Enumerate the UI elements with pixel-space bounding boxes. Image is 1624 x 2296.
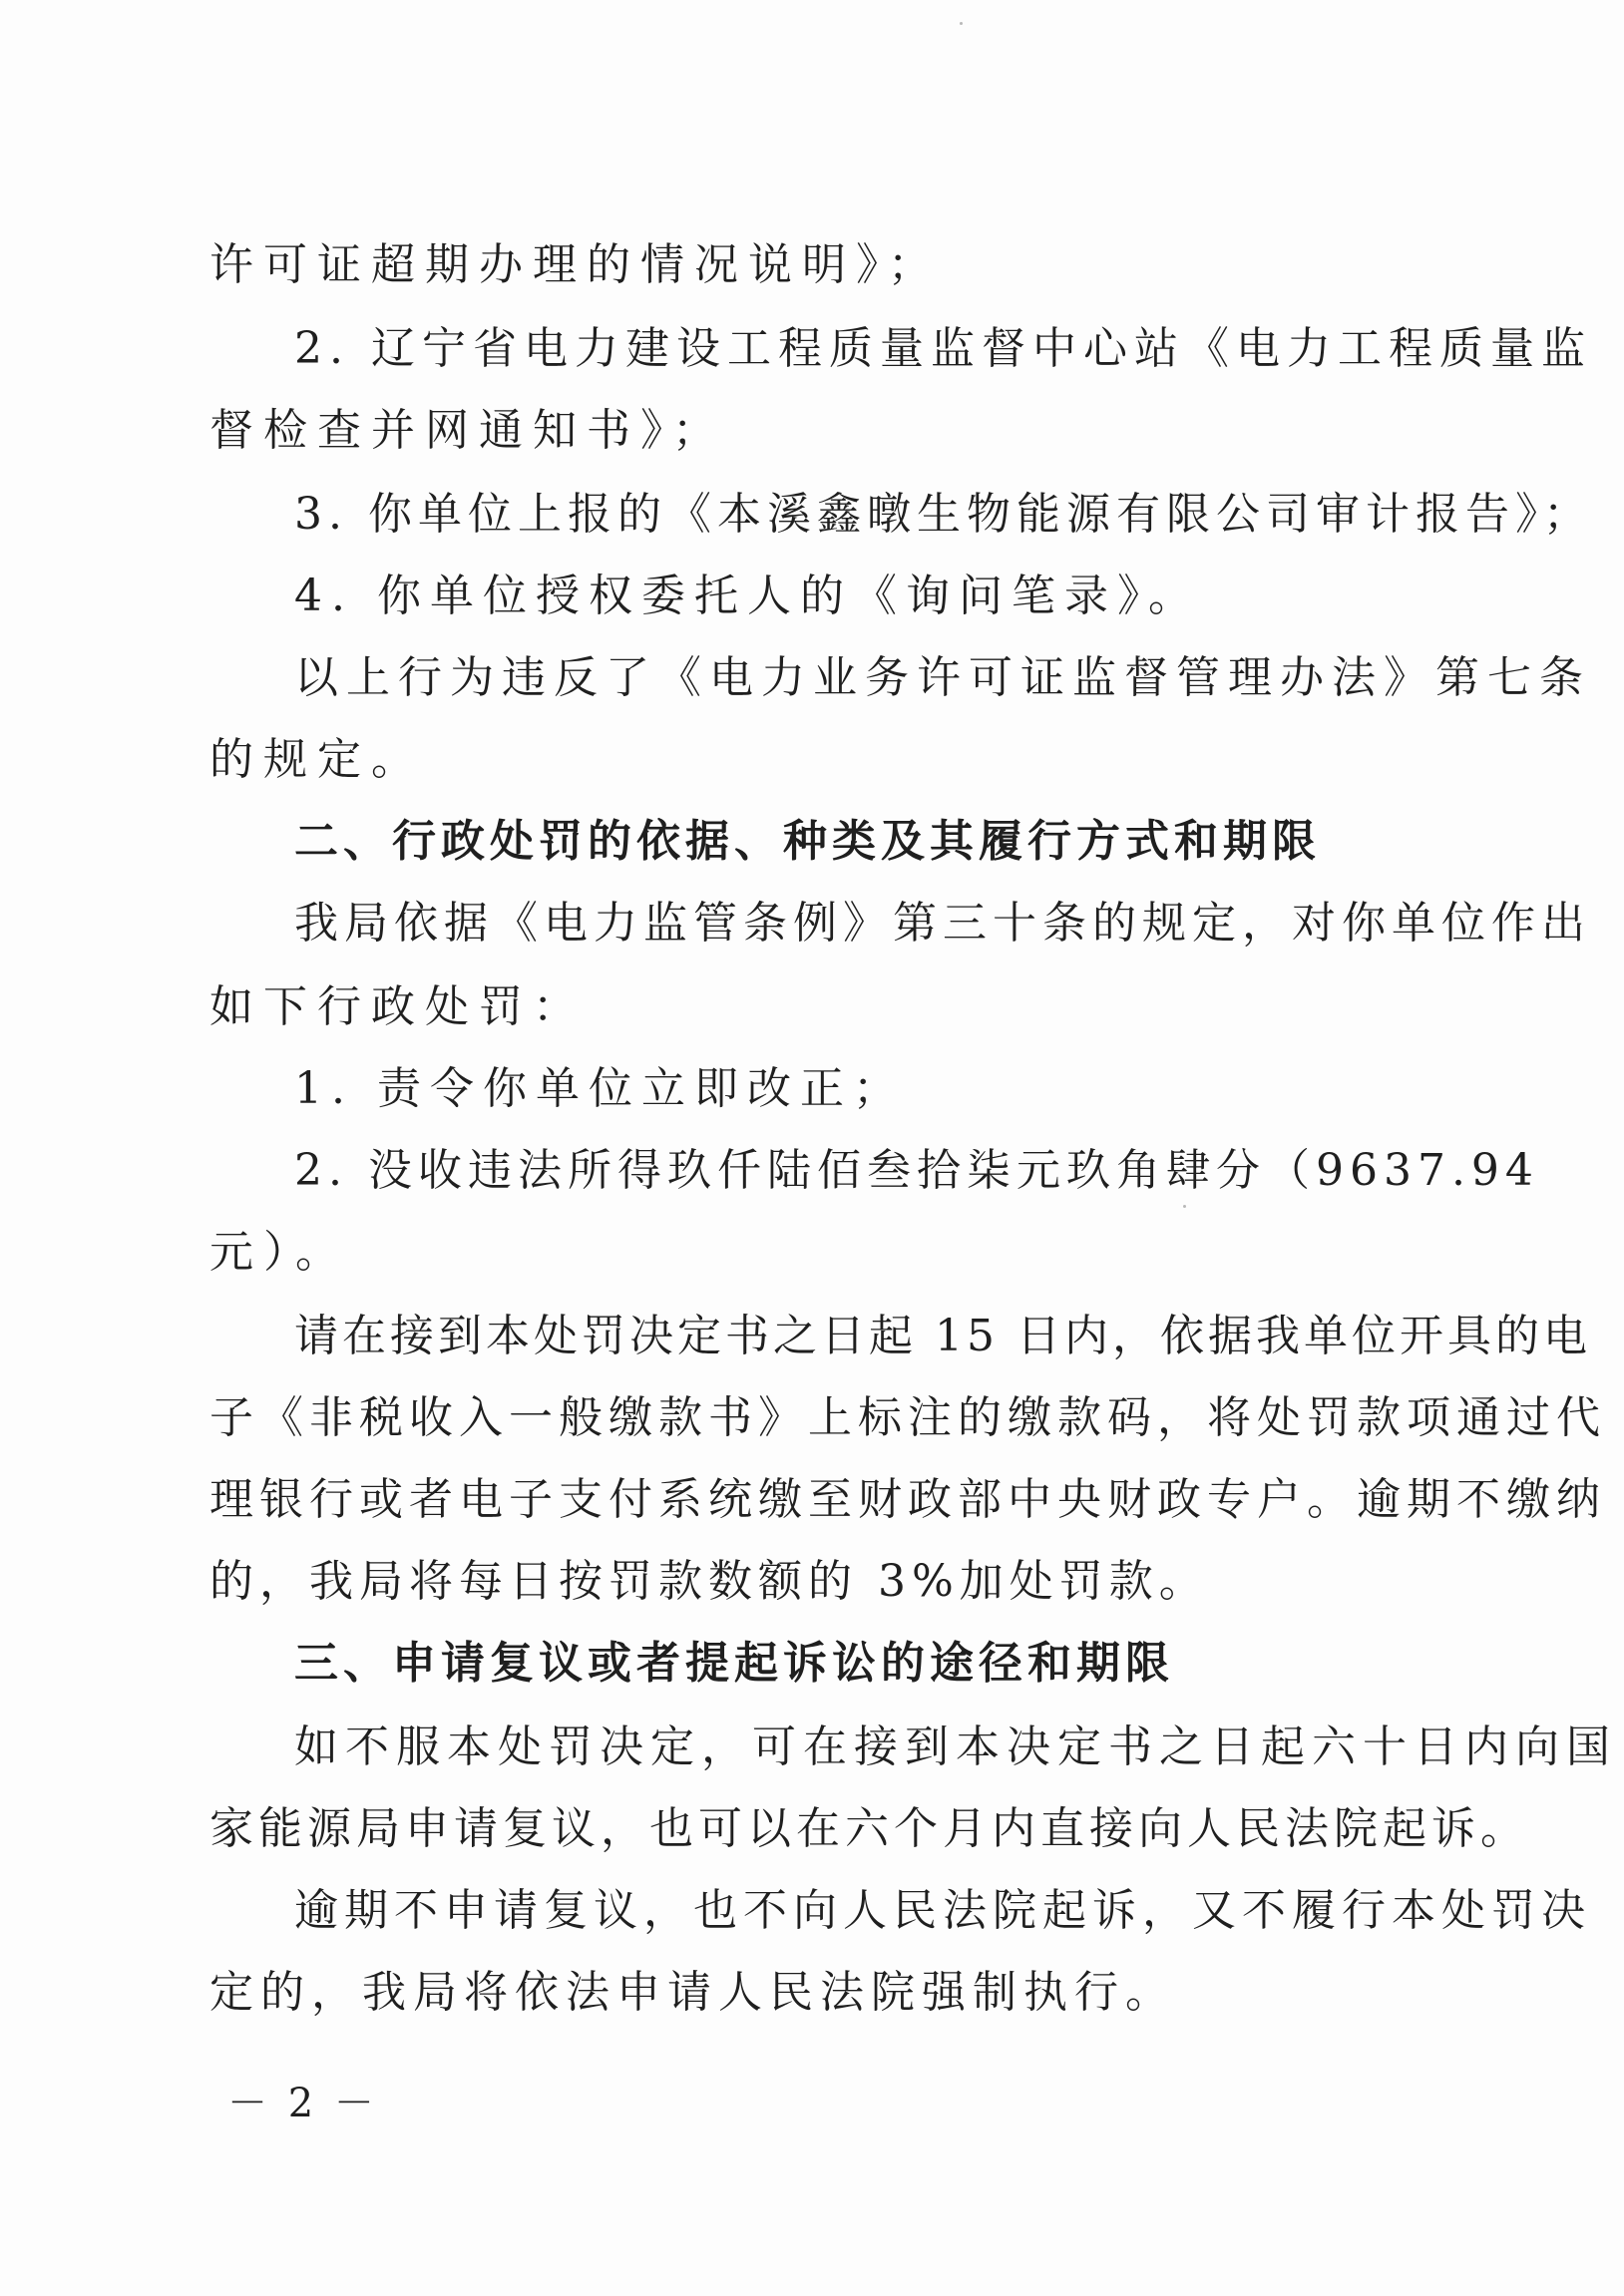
body-line-16: 理银行或者电子支付系统缴至财政部中央财政专户。逾期不缴纳 (209, 1474, 1606, 1525)
body-line-10: 如下行政处罚： (209, 981, 587, 1032)
page-number: － 2 － (227, 2081, 378, 2126)
body-line-15: 子《非税收入一般缴款书》上标注的缴款码，将处罚款项通过代 (209, 1392, 1606, 1443)
body-line-4: 3. 你单位上报的《本溪鑫暾生物能源有限公司审计报告》； (294, 489, 1593, 540)
scan-speck (960, 22, 963, 25)
body-line-7: 的规定。 (209, 734, 425, 785)
body-line-20: 家能源局申请复议，也可以在六个月内直接向人民法院起诉。 (209, 1803, 1529, 1854)
body-line-2: 2. 辽宁省电力建设工程质量监督中心站《电力工程质量监 (294, 323, 1592, 374)
body-line-13: 元）。 (209, 1227, 349, 1278)
scan-speck (1183, 1205, 1186, 1208)
body-line-3: 督检查并网通知书》； (209, 405, 726, 456)
body-line-11: 1. 责令你单位立即改正； (294, 1063, 906, 1114)
body-line-6: 以上行为违反了《电力业务许可证监督管理办法》第七条 (294, 652, 1591, 703)
body-line-21: 逾期不申请复议，也不向人民法院起诉，又不履行本处罚决 (294, 1885, 1591, 1936)
body-line-22: 定的，我局将依法申请人民法院强制执行。 (209, 1967, 1176, 2018)
body-line-5: 4. 你单位授权委托人的《询问笔录》。 (294, 571, 1201, 621)
body-line-19: 如不服本处罚决定，可在接到本决定书之日起六十日内向国 (294, 1722, 1617, 1772)
body-line-12: 2. 没收违法所得玖仟陆佰叁拾柒元玖角肆分（9637.94 (294, 1145, 1539, 1196)
section-heading-3: 三、申请复议或者提起诉讼的途径和期限 (294, 1638, 1174, 1689)
body-line-14: 请在接到本处罚决定书之日起 15 日内，依据我单位开具的电 (294, 1311, 1591, 1361)
section-heading-2: 二、行政处罚的依据、种类及其履行方式和期限 (294, 816, 1321, 867)
body-line-9: 我局依据《电力监管条例》第三十条的规定，对你单位作出 (294, 898, 1591, 949)
body-line-17: 的，我局将每日按罚款数额的 3%加处罚款。 (209, 1556, 1209, 1607)
body-line-1: 许可证超期办理的情况说明》； (209, 239, 942, 290)
